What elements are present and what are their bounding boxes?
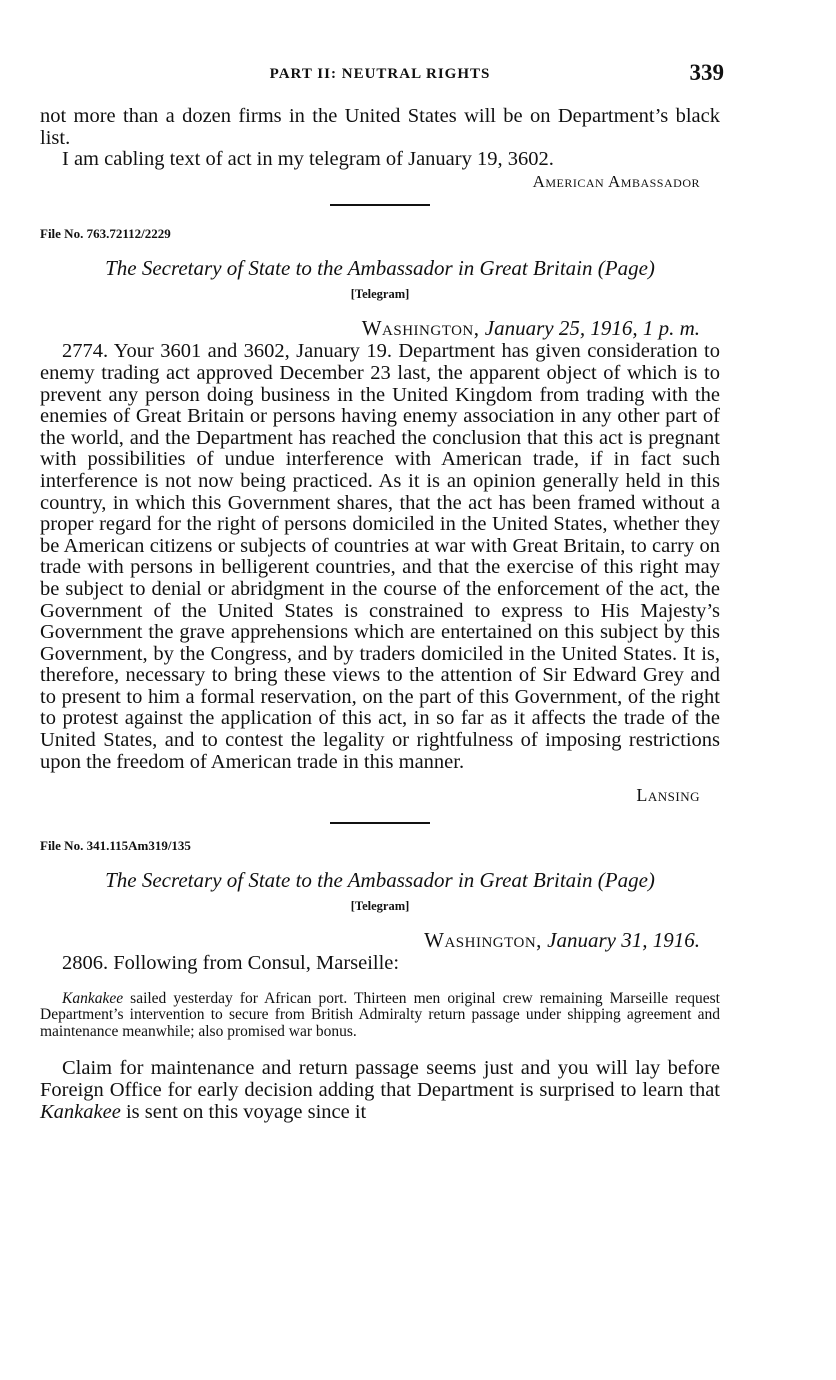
file-number-2: File No. 341.115Am319/135 [40, 838, 191, 854]
telegram-intro: 2806. Following from Consul, Marseille: [62, 952, 400, 975]
body-text-end: is sent on this voyage since it [120, 1100, 367, 1123]
document-title-2 [40, 868, 720, 893]
telegram-body-2 [40, 1058, 720, 1123]
telegram-label-2: [Telegram] [350, 899, 410, 914]
document-title [40, 256, 720, 281]
dateline-place-2: Washington, [424, 928, 542, 953]
signature-ambassador: American Ambassador [532, 171, 700, 191]
dateline [40, 316, 720, 341]
continuation-text-2: I am cabling text of act in my telegram of January 19, 3602. [62, 148, 554, 171]
dateline-place: Washington, [361, 316, 480, 341]
telegram-label: [Telegram] [350, 287, 410, 302]
section-divider-2 [330, 822, 430, 824]
title-name-2: Page [604, 868, 648, 893]
dateline-date: January 25, 1916, 1 p. m. [484, 316, 700, 341]
page-header [40, 60, 724, 92]
body-ship-name: Kankakee [40, 1100, 121, 1123]
consul-quote [40, 991, 720, 1041]
file-number: File No. 763.72112/2229 [40, 226, 171, 242]
continuation-text: not more than a dozen firms in the United States will be on Department’s black list. [40, 105, 720, 149]
page-number: 339 [689, 60, 724, 85]
title-end-2: ) [647, 868, 655, 893]
quote-text: sailed yesterday for African port. Thirteen men original crew remaining Marseille request Department’s intervention to secure from British Admiralty return passage under shipping agreement and maintenance meanwhile; also promised war bonus. [40, 989, 720, 1040]
dateline-2 [40, 928, 720, 953]
title-text-2: The Secretary of State to the Ambassador in Great Britain ( [105, 868, 605, 893]
quote-ship-name: Kankakee [62, 989, 124, 1007]
title-text: The Secretary of State to the Ambassador in Great Britain ( [105, 256, 605, 281]
title-name: Page [604, 256, 648, 281]
dateline-date-2: January 31, 1916. [547, 928, 700, 953]
section-divider [330, 204, 430, 206]
signature-lansing: Lansing [636, 785, 700, 806]
running-head: PART II: NEUTRAL RIGHTS [269, 66, 491, 82]
page-content [40, 106, 720, 1123]
body-text-start: Claim for maintenance and return passage seems just and you will lay before Foreign Office for early decision adding that Department is surprised to learn that [40, 1057, 720, 1101]
title-end: ) [647, 256, 655, 281]
telegram-body: 2774. Your 3601 and 3602, January 19. Department has given consideration to enemy trading act approved December 23 last, the apparent object of which is to prevent any person doing business in the United Kingdom from trading with the enemies of Great Britain or persons having enemy association in any other part of the world, and the Department has reached the conclusion that this act is pregnant with possibilities of undue interference with American trade, if in fact such interference is not now being practiced. As it is an opinion generally held in this country, in which this Government shares, that the act has been framed without a proper regard for the right of persons domiciled in the United States, whether they be American citizens or subjects of countries at war with Great Britain, to carry on trade with persons in belligerent countries, and that the exercise of this right may be subject to denial or abridgment in the course of the enforcement of the act, the Government of the United States is constrained to express to His Majesty’s Government the grave apprehensions which are entertained on this subject by this Government, by the Congress, and by traders domiciled in the United States. It is, therefore, necessary to bring these views to the attention of Sir Edward Grey and to present to him a formal reservation, on the part of this Government, of the right to protest against the application of this act, in so far as it affects the trade of the United States, and to contest the legality or rightfulness of imposing restrictions upon the freedom of American trade in this manner. [40, 340, 720, 773]
